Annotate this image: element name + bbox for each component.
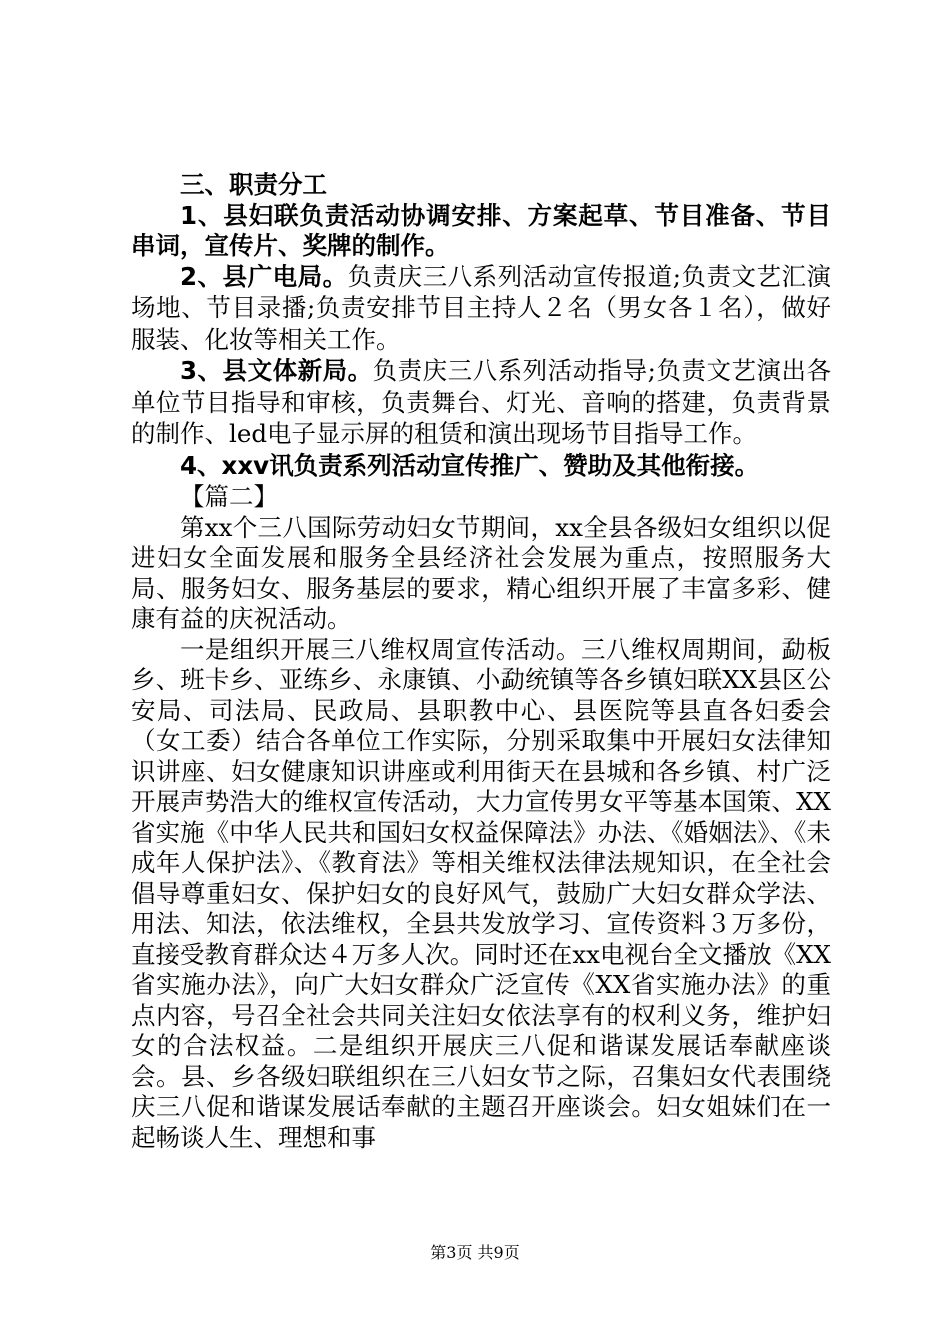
duty-item-3-lead: 3、县文体新局。 (180, 356, 373, 385)
duty-item-3-text: 负责庆三八系列活动指导;负责文艺演出各单位节目指导和审核，负责舞台、灯光、音响的搭建，负责背景的制作、led电子显示屏的租赁和演出现场节目指导工作。 (131, 356, 831, 448)
duty-item-2-lead: 2、县广电局。 (180, 261, 348, 291)
duty-item-4-lead: 4、xxv讯负责系列活动宣传推广、赞助及其他衔接。 (180, 450, 760, 480)
duty-item-1 (131, 201, 831, 262)
duty-item-4 (131, 451, 831, 483)
duty-item-2 (131, 262, 831, 357)
duty-item-3 (131, 356, 831, 451)
page-number-footer: 第3页 共9页 (430, 1243, 520, 1262)
section-heading: 三、职责分工 (180, 170, 327, 199)
body-paragraph-2: 一是组织开展三八维权周宣传活动。三八维权周期间，勐板乡、班卡乡、亚练乡、永康镇、小勐统镇等各乡镇妇联XX县区公安局、司法局、民政局、县职教中心、县医院等县直各妇委会（女工委）结合各单位工作实际，分别采取集中开展妇女法律知识讲座、妇女健康知识讲座或利用街天在县城和各乡镇、村广泛开展声势浩大的维权宣传活动，大力宣传男女平等基本国策、XX省实施《中华人民共和国妇女权益保障法》办法、《婚姻法》、《未成年人保护法》、《教育法》等相关维权法律法规知识，在全社会倡导尊重妇女、保护妇女的良好风气，鼓励广大妇女群众学法、用法、知法，依法维权，全县共发放学习、宣传资料３万多份，直接受教育群众达４万多人次。同时还在xx电视台全文播放《XX省实施办法》，向广大妇女群众广泛宣传《XX省实施办法》的重点内容，号召全社会共同关注妇女依法享有的权利义务，维护妇女的合法权益。二是组织开展庆三八促和谐谋发展话奉献座谈会。县、乡各级妇联组织在三八妇女节之际，召集妇女代表围绕庆三八促和谐谋发展话奉献的主题召开座谈会。妇女姐妹们在一起畅谈人生、理想和事 (131, 634, 831, 1152)
duty-item-2-text: 负责庆三八系列活动宣传报道;负责文艺汇演场地、节目录播;负责安排节目主持人２名（男女各１名），做好服装、化妆等相关工作。 (131, 261, 831, 354)
duty-item-1-lead: 1、县妇联负责活动协调安排、方案起草、节目准备、节目串词，宣传片、奖牌的制作。 (131, 200, 831, 260)
document-body (131, 170, 831, 1153)
part-heading: 【篇二】 (180, 482, 278, 511)
body-paragraph-1: 第xx个三八国际劳动妇女节期间，xx全县各级妇女组织以促进妇女全面发展和服务全县经济社会发展为重点，按照服务大局、服务妇女、服务基层的要求，精心组织开展了丰富多彩、健康有益的庆祝活动。 (131, 512, 831, 633)
